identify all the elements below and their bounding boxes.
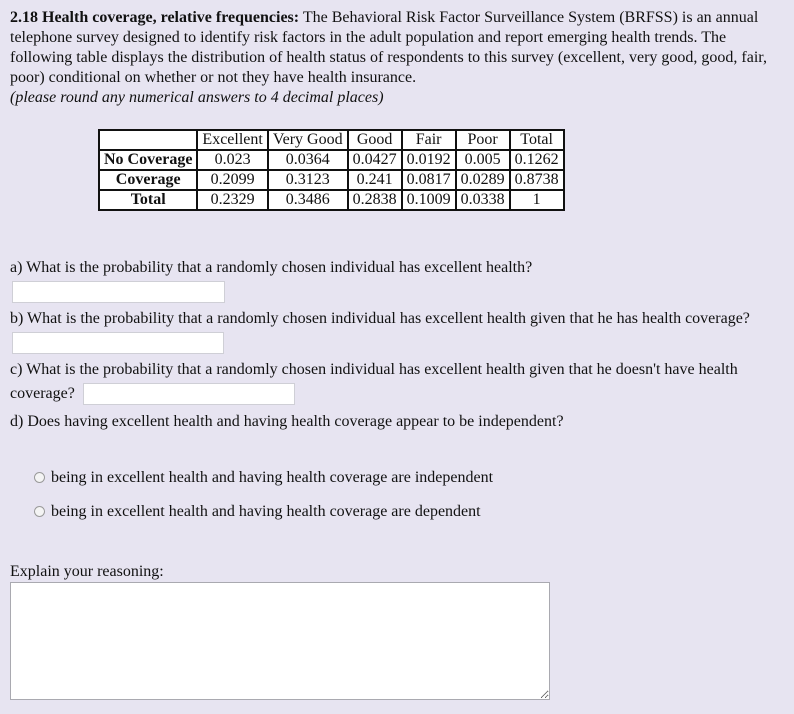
explain-label: Explain your reasoning: bbox=[10, 563, 164, 580]
question-a-text: a) What is the probability that a randomly chosen individual has excellent health? bbox=[10, 259, 533, 276]
table-cell: 0.8738 bbox=[510, 170, 564, 190]
table-cell: 0.0427 bbox=[348, 150, 402, 170]
table-cell: 0.3123 bbox=[268, 170, 348, 190]
radio-independent[interactable] bbox=[34, 472, 45, 483]
question-b bbox=[10, 307, 785, 355]
table-cell: 0.005 bbox=[456, 150, 510, 170]
table-cell: 0.2329 bbox=[197, 190, 267, 210]
option-independent[interactable] bbox=[34, 468, 493, 488]
table-cell: 0.2099 bbox=[197, 170, 267, 190]
table-cell: 0.0364 bbox=[268, 150, 348, 170]
rounding-note: (please round any numerical answers to 4 decimal places) bbox=[10, 89, 384, 106]
option-independent-label: being in excellent health and having health coverage are independent bbox=[51, 469, 494, 486]
table-row bbox=[99, 170, 564, 190]
question-b-text: b) What is the probability that a randomly chosen individual has excellent health given that he has health coverage? bbox=[10, 310, 750, 327]
explain-textarea[interactable] bbox=[10, 582, 550, 700]
header-very-good: Very Good bbox=[268, 130, 348, 150]
problem-title: 2.18 Health coverage, relative frequencies: bbox=[10, 9, 300, 26]
table-corner bbox=[99, 130, 197, 150]
table-cell: 0.1009 bbox=[402, 190, 456, 210]
header-excellent: Excellent bbox=[197, 130, 267, 150]
answer-a-input[interactable] bbox=[12, 281, 225, 303]
problem-intro bbox=[10, 8, 788, 108]
answer-c-input[interactable] bbox=[83, 383, 295, 405]
table-cell: 1 bbox=[510, 190, 564, 210]
table-cell: 0.241 bbox=[348, 170, 402, 190]
table-cell: 0.0192 bbox=[402, 150, 456, 170]
table-row bbox=[99, 150, 564, 170]
row-label-coverage: Coverage bbox=[99, 170, 197, 190]
question-a bbox=[10, 256, 785, 304]
table-cell: 0.2838 bbox=[348, 190, 402, 210]
radio-dependent[interactable] bbox=[34, 506, 45, 517]
frequency-table bbox=[98, 129, 565, 211]
table-cell: 0.0289 bbox=[456, 170, 510, 190]
option-dependent-label: being in excellent health and having health coverage are dependent bbox=[51, 503, 481, 520]
row-label-no-coverage: No Coverage bbox=[99, 150, 197, 170]
option-dependent[interactable] bbox=[34, 502, 481, 522]
table-row bbox=[99, 190, 564, 210]
table-header-row bbox=[99, 130, 564, 150]
question-c bbox=[10, 358, 785, 406]
answer-b-input[interactable] bbox=[12, 332, 224, 354]
table-cell: 0.0817 bbox=[402, 170, 456, 190]
row-label-total: Total bbox=[99, 190, 197, 210]
question-d-text: d) Does having excellent health and having health coverage appear to be independent? bbox=[10, 413, 564, 430]
question-c-text: c) What is the probability that a randomly chosen individual has excellent health given that he doesn't have health coverage? bbox=[10, 361, 738, 402]
header-fair: Fair bbox=[402, 130, 456, 150]
question-d bbox=[10, 410, 785, 434]
header-total: Total bbox=[510, 130, 564, 150]
header-good: Good bbox=[348, 130, 402, 150]
problem-body: The Behavioral Risk Factor Surveillance System (BRFSS) is an annual telephone survey designed to identify risk factors in the adult population and report emerging health trends. The following table displays the distribution of health status of respondents to this survey (excellent, very good, good, fair, poor) conditional on whether or not they have health insurance. bbox=[10, 9, 767, 86]
header-poor: Poor bbox=[456, 130, 510, 150]
table-cell: 0.023 bbox=[197, 150, 267, 170]
table-cell: 0.3486 bbox=[268, 190, 348, 210]
table-cell: 0.0338 bbox=[456, 190, 510, 210]
table-cell: 0.1262 bbox=[510, 150, 564, 170]
